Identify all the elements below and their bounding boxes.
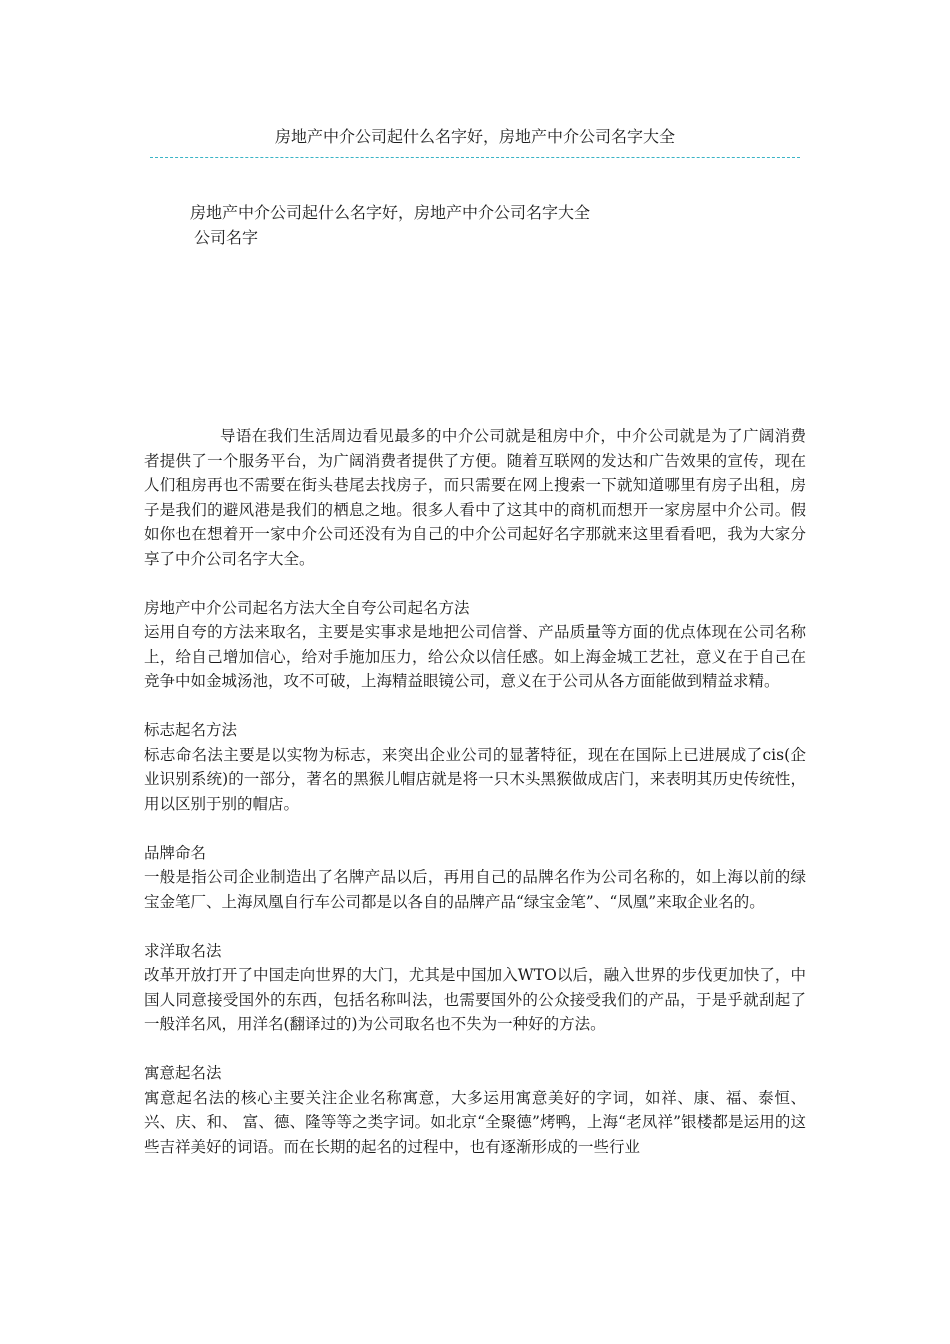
article-body [144, 424, 806, 1159]
intro-paragraph: 导语在我们生活周边看见最多的中介公司就是租房中介，中介公司就是为了广阔消费者提供了一个服务平台，为广阔消费者提供了方便。随着互联网的发达和广告效果的宣传，现在人们租房再也不需要在街头巷尾去找房子，而只需要在网上搜索一下就知道哪里有房子出租，房子是我们的避风港是我们的栖息之地。很多人看中了这其中的商机而想开一家房屋中介公司。假如你也在想着开一家中介公司还没有为自己的中介公司起好名字那就来这里看看吧，我为大家分享了中介公司名字大全。 [144, 427, 806, 568]
section-heading: 房地产中介公司起名方法大全自夸公司起名方法 [144, 598, 470, 617]
section-paragraph: 运用自夸的方法来取名，主要是实事求是地把公司信誉、产品质量等方面的优点体现在公司名称上，给自己增加信心，给对手施加压力，给公众以信任感。如上海金城工艺社，意义在于自己在竞争中如金城汤池，攻不可破，上海精益眼镜公司，意义在于公司从各方面能做到精益求精。 [144, 623, 806, 690]
dashed-divider [150, 157, 800, 158]
page-header [0, 126, 950, 148]
document-subtitle: 公司名字 [194, 228, 259, 247]
section-paragraph: 寓意起名法的核心主要关注企业名称寓意，大多运用寓意美好的字词，如祥、康、福、泰恒、兴、庆、和、 富、德、隆等等之类字词。如北京“全聚德”烤鸭，上海“老凤祥”银楼都是运用的这些吉祥美好的词语。而在长期的起名的过程中，也有逐渐形成的一些行业 [144, 1088, 806, 1156]
document-title: 房地产中介公司起什么名字好，房地产中介公司名字大全 [190, 203, 591, 222]
section-heading: 品牌命名 [144, 843, 207, 862]
document-title-block [190, 200, 590, 250]
section-heading: 求洋取名法 [144, 941, 222, 960]
header-title: 房地产中介公司起什么名字好，房地产中介公司名字大全 [274, 127, 675, 146]
section-paragraph: 一般是指公司企业制造出了名牌产品以后，再用自己的品牌名作为公司名称的，如上海以前的绿宝金笔厂、上海凤凰自行车公司都是以各自的品牌产品“绿宝金笔”、“凤凰”来取企业名的。 [144, 868, 806, 911]
section-heading: 寓意起名法 [144, 1064, 222, 1082]
section-paragraph: 改革开放打开了中国走向世界的大门，尤其是中国加入WTO以后，融入世界的步伐更加快了，中国人同意接受国外的东西，包括名称叫法，也需要国外的公众接受我们的产品，于是乎就刮起了一般洋名风，用洋名(翻译过的)为公司取名也不失为一种好的方法。 [144, 966, 806, 1033]
section-heading: 标志起名方法 [144, 721, 238, 739]
section-paragraph: 标志命名法主要是以实物为标志，来突出企业公司的显著特征，现在在国际上已进展成了cis(企业识别系统)的一部分，著名的黑猴儿帽店就是将一只木头黑猴做成店门，来表明其历史传统性，用以区别于别的帽店。 [144, 745, 806, 813]
